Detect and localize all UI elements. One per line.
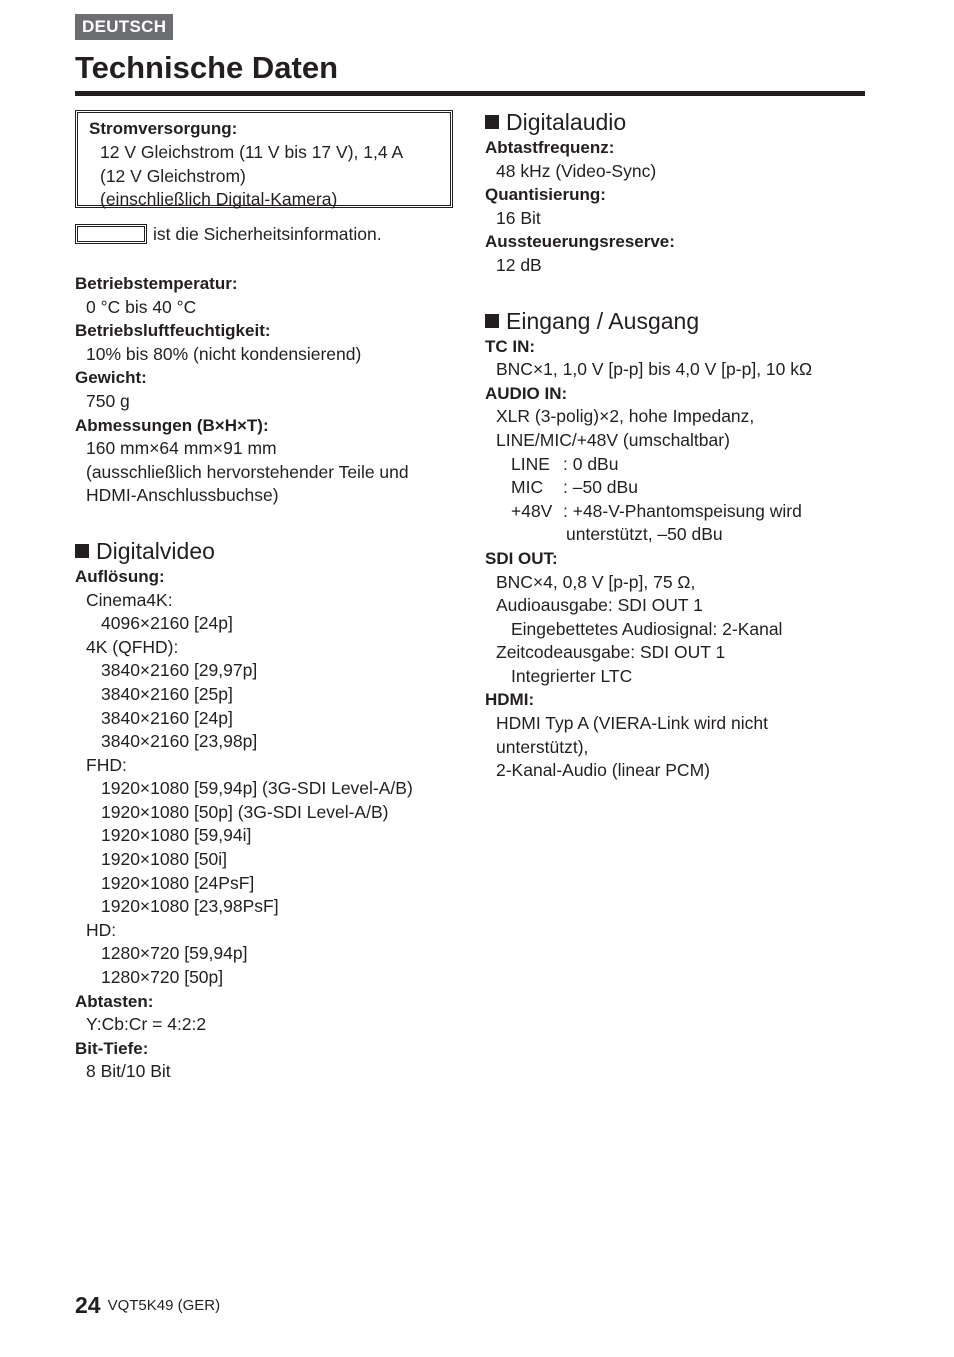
dimensions-line: (ausschließlich hervorstehender Teile und	[86, 461, 409, 482]
power-supply-label: Stromversorgung:	[89, 119, 238, 138]
section-heading-digitalvideo	[75, 537, 455, 565]
audioin-line: XLR (3-polig)×2, hohe Impedanz,	[496, 406, 755, 427]
resolution-item: 1280×720 [59,94p]	[101, 943, 248, 964]
hdmi-line: unterstützt),	[496, 736, 589, 757]
spacer	[485, 278, 885, 307]
sdiout-audio: Audioausgabe: SDI OUT 1	[496, 595, 703, 616]
audioin-phantom-level	[485, 500, 885, 524]
resolution-item: 1280×720 [50p]	[101, 967, 224, 988]
page-footer	[75, 1292, 220, 1319]
resolution-item: 3840×2160 [29,97p]	[101, 660, 258, 681]
dimensions-line: 160 mm×64 mm×91 mm	[86, 438, 277, 459]
resolution-item: 1920×1080 [59,94p] (3G-SDI Level-A/B)	[101, 778, 413, 799]
sdiout-audio-sub: Eingebettetes Audiosignal: 2-Kanal	[511, 618, 783, 639]
document-code: VQT5K49 (GER)	[107, 1297, 221, 1314]
humidity-label: Betriebsluftfeuchtigkeit:	[75, 321, 271, 341]
headroom-label: Aussteuerungsreserve:	[485, 232, 675, 252]
safety-box-swatch	[75, 224, 147, 244]
hdmi-line: HDMI Typ A (VIERA-Link wird nicht	[496, 713, 768, 734]
quantization-label: Quantisierung:	[485, 185, 606, 205]
qfhd-label: 4K (QFHD):	[86, 636, 179, 657]
audioin-label: AUDIO IN:	[485, 383, 568, 403]
level-value: : +48-V-Phantomspeisung wird	[563, 500, 802, 521]
tcin-value: BNC×1, 1,0 V [p-p] bis 4,0 V [p-p], 10 kΩ	[496, 359, 813, 380]
page-title: Technische Daten	[75, 50, 339, 85]
sdiout-line: BNC×4, 0,8 V [p-p], 75 Ω,	[496, 571, 696, 592]
sdiout-label: SDI OUT:	[485, 548, 558, 568]
resolution-item: 1920×1080 [50p] (3G-SDI Level-A/B)	[101, 801, 389, 822]
resolution-item: 3840×2160 [24p]	[101, 707, 233, 728]
hdmi-label: HDMI:	[485, 690, 535, 710]
resolution-item: 1920×1080 [23,98PsF]	[101, 896, 279, 917]
title-rule	[75, 91, 865, 96]
dimensions-line: HDMI-Anschlussbuchse)	[86, 485, 279, 506]
resolution-item: 3840×2160 [23,98p]	[101, 731, 258, 752]
section-heading-text: Digitalaudio	[506, 109, 627, 135]
square-bullet-icon	[75, 544, 89, 558]
section-heading-io	[485, 307, 885, 335]
power-supply-line: (einschließlich Digital-Kamera)	[100, 189, 338, 210]
weight-label: Gewicht:	[75, 368, 147, 388]
level-key: MIC	[511, 477, 544, 498]
page-number: 24	[75, 1292, 101, 1318]
temperature-value: 0 °C bis 40 °C	[86, 296, 197, 317]
square-bullet-icon	[485, 115, 499, 129]
audioin-line: LINE/MIC/+48V (umschaltbar)	[496, 429, 730, 450]
sdiout-timecode: Zeitcodeausgabe: SDI OUT 1	[496, 642, 726, 663]
headroom-value: 12 dB	[496, 254, 542, 275]
section-heading-digitalaudio	[485, 108, 885, 136]
audioin-mic-level	[485, 476, 885, 500]
level-value: : 0 dBu	[563, 453, 619, 474]
fhd-label: FHD:	[86, 754, 127, 775]
sampling-value: Y:Cb:Cr = 4:2:2	[86, 1014, 207, 1035]
left-column	[75, 108, 455, 1084]
sampling-label: Abtasten:	[75, 991, 154, 1011]
weight-value: 750 g	[86, 390, 130, 411]
safety-legend-text: ist die Sicherheitsinformation.	[153, 224, 382, 244]
dimensions-label: Abmessungen (B×H×T):	[75, 415, 269, 435]
audioin-line-level	[485, 453, 885, 477]
quantization-value: 16 Bit	[496, 207, 541, 228]
section-heading-text: Eingang / Ausgang	[506, 307, 700, 334]
power-supply-line: (12 V Gleichstrom)	[100, 165, 246, 186]
resolution-item: 1920×1080 [59,94i]	[101, 825, 252, 846]
humidity-value: 10% bis 80% (nicht kondensierend)	[86, 343, 362, 364]
bitdepth-label: Bit-Tiefe:	[75, 1038, 149, 1058]
phantom-continuation: unterstützt, –50 dBu	[566, 524, 723, 545]
power-supply-line: 12 V Gleichstrom (11 V bis 17 V), 1,4 A	[100, 142, 404, 162]
audio-sampling-label: Abtastfrequenz:	[485, 138, 615, 157]
cinema4k-label: Cinema4K:	[86, 589, 173, 610]
level-key: LINE	[511, 453, 550, 474]
spacer	[75, 248, 455, 272]
square-bullet-icon	[485, 314, 499, 328]
section-heading-text: Digitalvideo	[96, 537, 215, 564]
spacer	[75, 508, 455, 537]
level-key: +48V	[511, 500, 553, 521]
bitdepth-value: 8 Bit/10 Bit	[86, 1061, 171, 1082]
hd-label: HD:	[86, 919, 117, 940]
power-supply-box	[75, 110, 453, 208]
language-badge: DEUTSCH	[75, 14, 173, 40]
hdmi-line: 2-Kanal-Audio (linear PCM)	[496, 760, 710, 781]
right-column	[485, 108, 885, 783]
safety-legend	[75, 220, 455, 248]
tcin-label: TC IN:	[485, 336, 536, 356]
sdiout-timecode-sub: Integrierter LTC	[511, 665, 633, 686]
level-value: : –50 dBu	[563, 477, 638, 498]
resolution-item: 1920×1080 [24PsF]	[101, 872, 255, 893]
temperature-label: Betriebstemperatur:	[75, 274, 238, 293]
resolution-item: 3840×2160 [25p]	[101, 683, 233, 704]
audio-sampling-value: 48 kHz (Video-Sync)	[496, 160, 657, 181]
resolution-item: 4096×2160 [24p]	[101, 613, 233, 634]
resolution-item: 1920×1080 [50i]	[101, 849, 228, 870]
resolution-label: Auflösung:	[75, 566, 165, 586]
